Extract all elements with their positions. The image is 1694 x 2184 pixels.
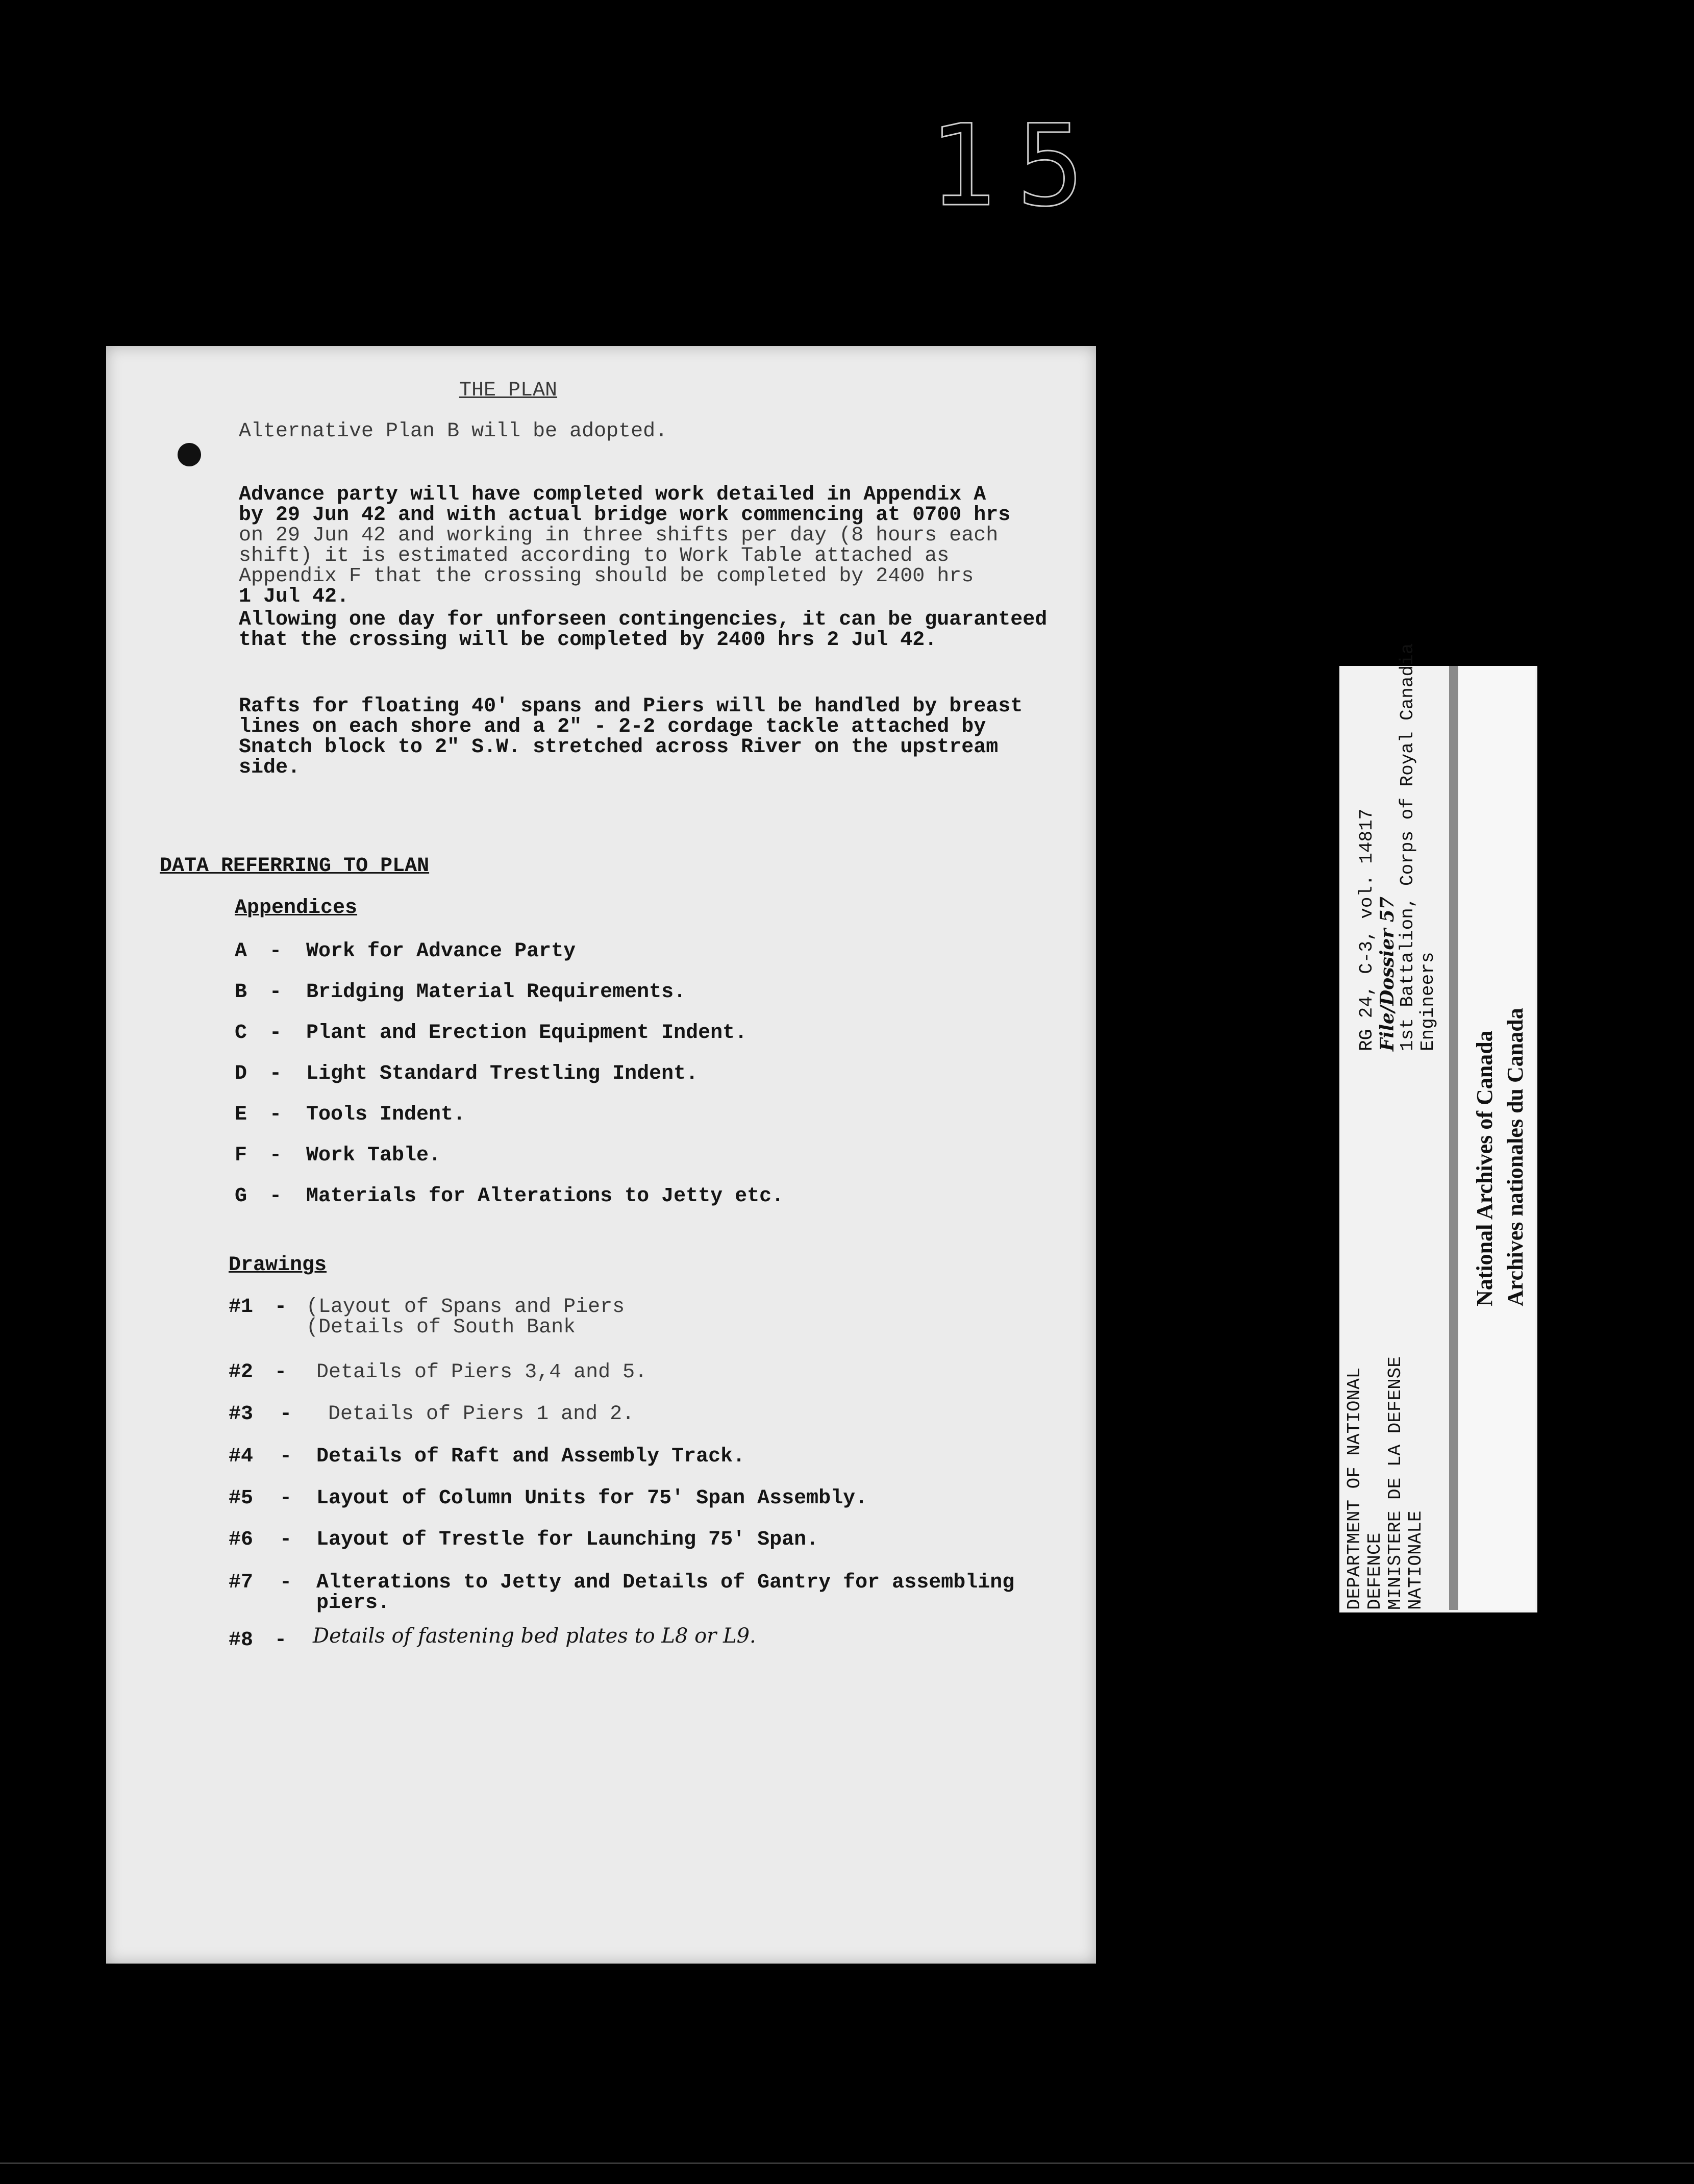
para2-line: lines on each shore and a 2" - 2-2 cordage tackle attached by bbox=[239, 715, 986, 738]
microfilm-frame-number: 15 bbox=[929, 101, 1105, 231]
appendix-key: C bbox=[235, 1022, 247, 1045]
drawing-dash: - bbox=[275, 1296, 287, 1319]
para1-line: Allowing one day for unforseen contingencies, it can be guaranteed bbox=[239, 608, 1048, 631]
drawing-text: (Layout of Spans and Piers bbox=[306, 1296, 625, 1319]
appendix-key: D bbox=[235, 1062, 247, 1085]
appendix-text: Bridging Material Requirements. bbox=[306, 981, 686, 1004]
appendix-dash: - bbox=[269, 1022, 282, 1045]
appendix-key: E bbox=[235, 1103, 247, 1126]
appendix-dash: - bbox=[269, 1103, 282, 1126]
para1-line: on 29 Jun 42 and working in three shifts per day (8 hours each bbox=[239, 524, 999, 547]
data-heading: DATA REFERRING TO PLAN bbox=[160, 855, 430, 878]
appendix-text: Tools Indent. bbox=[306, 1103, 466, 1126]
appendix-text: Work for Advance Party bbox=[306, 940, 576, 963]
department-line: NATIONALE bbox=[1405, 1510, 1426, 1610]
drawing-text: Details of Piers 1 and 2. bbox=[328, 1403, 635, 1426]
national-archives-fr: Archives nationales du Canada bbox=[1503, 1008, 1528, 1306]
film-edge-line bbox=[0, 2163, 1694, 2164]
drawing-text-line2: piers. bbox=[316, 1592, 390, 1615]
drawing-dash: - bbox=[280, 1445, 292, 1468]
appendix-text: Work Table. bbox=[306, 1144, 441, 1167]
drawing-key: #4 bbox=[229, 1445, 254, 1468]
drawing-dash: - bbox=[280, 1571, 292, 1594]
appendices-heading: Appendices bbox=[235, 897, 358, 920]
para2-line: Rafts for floating 40' spans and Piers will be handled by breast bbox=[239, 695, 1023, 718]
drawing-text: Alterations to Jetty and Details of Gantry for assembling bbox=[316, 1571, 1015, 1594]
drawing-dash: - bbox=[280, 1487, 292, 1510]
appendix-text: Materials for Alterations to Jetty etc. bbox=[306, 1185, 784, 1208]
drawing-text: Details of Piers 3,4 and 5. bbox=[316, 1361, 647, 1384]
national-archives-en: National Archives of Canada bbox=[1472, 1030, 1497, 1306]
appendix-dash: - bbox=[269, 1062, 282, 1085]
drawing-key: #1 bbox=[229, 1296, 254, 1319]
drawing-key: #5 bbox=[229, 1487, 254, 1510]
drawing-key: #7 bbox=[229, 1571, 254, 1594]
drawing-dash: - bbox=[275, 1629, 287, 1652]
archive-reference-line: RG 24, C-3, vol. 14817 bbox=[1356, 808, 1377, 1051]
national-archives-strip bbox=[1449, 666, 1535, 1610]
department-line: DEPARTMENT OF NATIONAL bbox=[1344, 1367, 1365, 1610]
drawing-key: #2 bbox=[229, 1361, 254, 1384]
drawing-key: #8 bbox=[229, 1629, 254, 1652]
archive-reference-line: Engineers bbox=[1417, 952, 1438, 1051]
para1-line: that the crossing will be completed by 2400 hrs 2 Jul 42. bbox=[239, 629, 937, 652]
appendix-dash: - bbox=[269, 1185, 282, 1208]
para2-line: side. bbox=[239, 756, 301, 779]
para1-line: 1 Jul 42. bbox=[239, 585, 350, 608]
drawing-text-line2: (Details of South Bank bbox=[306, 1316, 576, 1339]
para1-line: Advance party will have completed work detailed in Appendix A bbox=[239, 483, 986, 506]
drawing-text: Layout of Trestle for Launching 75' Span. bbox=[316, 1528, 819, 1551]
archive-reference-line: 1st Battalion, Corps of Royal Canadia bbox=[1397, 643, 1418, 1051]
drawing-dash: - bbox=[280, 1403, 292, 1426]
archive-reference-line: File/Dossier 57 bbox=[1377, 897, 1398, 1051]
drawing-dash: - bbox=[280, 1528, 292, 1551]
appendix-key: B bbox=[235, 981, 247, 1004]
appendix-text: Light Standard Trestling Indent. bbox=[306, 1062, 699, 1085]
appendix-key: F bbox=[235, 1144, 247, 1167]
drawing-key: #3 bbox=[229, 1403, 254, 1426]
department-line: MINISTERE DE LA DEFENSE bbox=[1385, 1356, 1406, 1610]
document-page bbox=[106, 346, 1096, 1964]
plan-intro: Alternative Plan B will be adopted. bbox=[239, 420, 668, 443]
para1-line: by 29 Jun 42 and with actual bridge work commencing at 0700 hrs bbox=[239, 504, 1011, 527]
plan-heading: THE PLAN bbox=[459, 379, 558, 402]
appendix-dash: - bbox=[269, 981, 282, 1004]
appendix-key: G bbox=[235, 1185, 247, 1208]
appendix-text: Plant and Erection Equipment Indent. bbox=[306, 1022, 748, 1045]
appendix-key: A bbox=[235, 940, 247, 963]
appendix-dash: - bbox=[269, 940, 282, 963]
handwritten-drawing-text: Details of fastening bed plates to L8 or L9. bbox=[313, 1624, 756, 1648]
drawing-dash: - bbox=[275, 1361, 287, 1384]
para1-line: Appendix F that the crossing should be completed by 2400 hrs bbox=[239, 565, 974, 588]
para2-line: Snatch block to 2" S.W. stretched across River on the upstream bbox=[239, 736, 999, 759]
appendix-dash: - bbox=[269, 1144, 282, 1167]
drawing-text: Details of Raft and Assembly Track. bbox=[316, 1445, 745, 1468]
punch-hole bbox=[178, 443, 201, 466]
drawings-heading: Drawings bbox=[229, 1254, 327, 1277]
drawing-key: #6 bbox=[229, 1528, 254, 1551]
para1-line: shift) it is estimated according to Work Table attached as bbox=[239, 544, 950, 567]
department-line: DEFENCE bbox=[1364, 1532, 1385, 1610]
drawing-text: Layout of Column Units for 75' Span Assembly. bbox=[316, 1487, 868, 1510]
